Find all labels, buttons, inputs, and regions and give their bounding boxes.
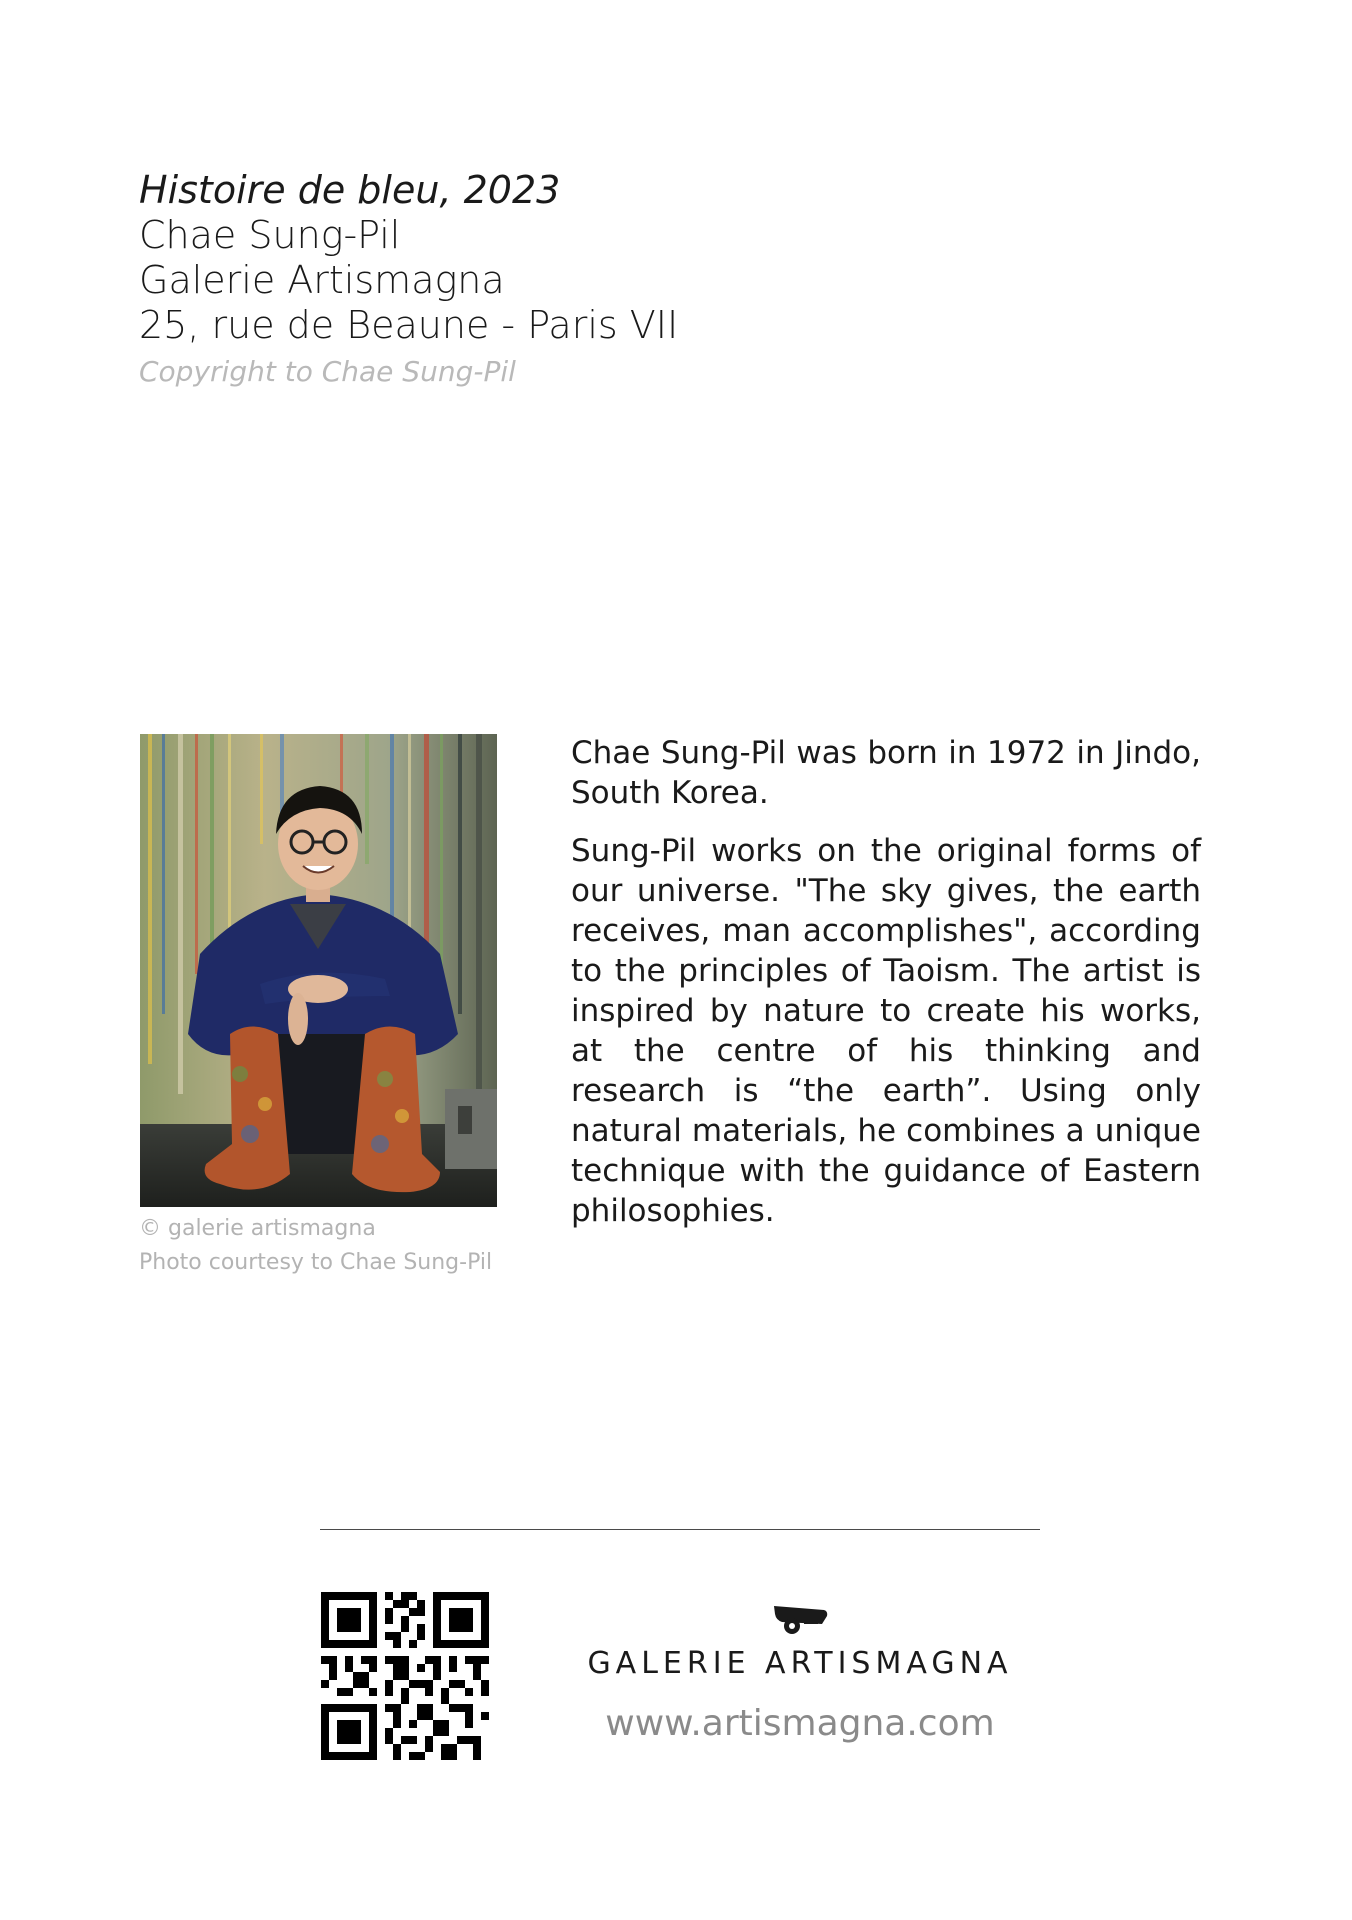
photo-copyright: © galerie artismagna (139, 1216, 376, 1241)
photo-courtesy: Photo courtesy to Chae Sung-Pil (139, 1250, 493, 1275)
gallery-name: Galerie Artismagna (139, 258, 505, 302)
photo-credits (139, 1212, 559, 1280)
artist-portrait-photo (140, 734, 497, 1207)
gallery-address: 25, rue de Beaune - Paris VII (139, 303, 679, 347)
bio-paragraph-practice: Sung-Pil works on the original forms of our universe. "The sky gives, the earth receives, man accomplishes", according to the principles of Taoism. The artist is inspired by nature to create his works, at the centre of his thinking and research is “the earth”. Using only natural materials, he combines a unique technique with the guidance of Eastern philosophies. (571, 833, 1201, 1229)
footer-divider (320, 1529, 1040, 1530)
qr-code-icon[interactable] (321, 1592, 489, 1760)
artist-biography (571, 733, 1201, 1249)
artwork-title: Histoire de bleu, 2023 (139, 168, 561, 212)
artwork-header (139, 168, 1039, 392)
brand-name: GALERIE ARTISMAGNA (587, 1646, 1013, 1681)
website-link[interactable]: www.artismagna.com (605, 1703, 995, 1744)
copyright-notice: Copyright to Chae Sung-Pil (139, 355, 516, 388)
cannon-logo-icon (770, 1600, 830, 1636)
artist-name: Chae Sung-Pil (139, 213, 401, 257)
bio-paragraph-birth: Chae Sung-Pil was born in 1972 in Jindo, South Korea. (571, 735, 1201, 811)
gallery-brand (560, 1600, 1040, 1744)
